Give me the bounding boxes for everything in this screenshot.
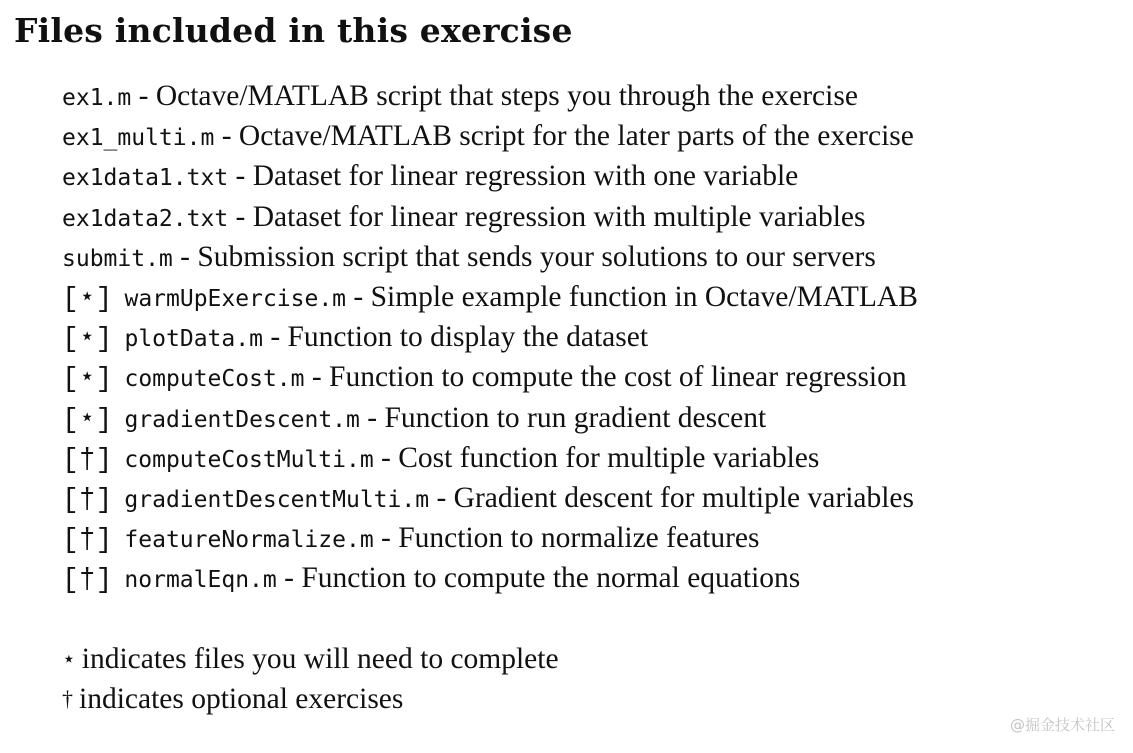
file-row [62, 438, 918, 478]
watermark: @掘金技术社区 [1009, 716, 1115, 734]
file-description: - Function to compute the normal equations [276, 562, 801, 595]
file-description: - Function to compute the cost of linear regression [304, 361, 907, 394]
file-name: computeCostMulti.m [124, 446, 374, 473]
file-description: - Octave/MATLAB script that steps you through the exercise [131, 80, 858, 112]
page-title: Files included in this exercise [14, 11, 573, 50]
file-description: - Gradient descent for multiple variables [429, 481, 914, 514]
file-row [62, 518, 918, 558]
file-name: submit.m [62, 245, 173, 272]
file-name: warmUpExercise.m [124, 285, 347, 312]
file-name: plotData.m [124, 326, 263, 353]
file-description: - Simple example function in Octave/MATLAB [346, 280, 918, 313]
star-icon: ⋆ [62, 646, 76, 671]
optional-marker: [†] [62, 444, 113, 476]
file-description: - Dataset for linear regression with multiple variables [228, 200, 866, 233]
file-name: computeCost.m [124, 366, 305, 393]
optional-marker: [†] [62, 565, 113, 597]
file-row [62, 357, 918, 397]
dagger-icon: † [62, 686, 73, 712]
file-name: normalEqn.m [124, 567, 277, 594]
file-description: - Octave/MATLAB script for the later parts of the exercise [214, 120, 914, 153]
file-row [62, 76, 918, 116]
file-description: - Submission script that sends your solutions to our servers [172, 240, 876, 273]
legend-text: indicates files you will need to complete [81, 643, 559, 675]
file-name: gradientDescentMulti.m [124, 486, 430, 513]
file-description: - Function to normalize features [373, 522, 760, 555]
file-name: ex1data1.txt [62, 165, 229, 192]
legend [62, 639, 559, 719]
legend-text: indicates optional exercises [79, 683, 404, 716]
file-row [62, 277, 918, 317]
file-row [62, 478, 918, 518]
file-name: ex1data2.txt [62, 205, 229, 232]
file-row [62, 398, 918, 438]
file-row [62, 317, 918, 357]
legend-item-required [62, 639, 559, 679]
file-row [62, 156, 918, 196]
file-name: ex1.m [62, 85, 132, 111]
legend-item-optional [62, 679, 559, 719]
optional-marker: [†] [62, 525, 113, 557]
file-description: - Function to display the dataset [262, 321, 649, 354]
file-row [62, 116, 918, 156]
file-row [62, 558, 918, 598]
required-marker: [⋆] [62, 283, 113, 315]
file-description: - Dataset for linear regression with one variable [228, 160, 799, 193]
required-marker: [⋆] [62, 364, 113, 396]
file-name: ex1_multi.m [62, 125, 215, 152]
file-name: gradientDescent.m [124, 406, 360, 433]
file-description: - Function to run gradient descent [359, 401, 767, 434]
optional-marker: [†] [62, 484, 113, 516]
file-description: - Cost function for multiple variables [373, 441, 820, 474]
file-row [62, 237, 918, 277]
file-row [62, 197, 918, 237]
required-marker: [⋆] [62, 324, 113, 356]
file-name: featureNormalize.m [124, 527, 374, 554]
file-list [62, 76, 918, 598]
required-marker: [⋆] [62, 404, 113, 436]
